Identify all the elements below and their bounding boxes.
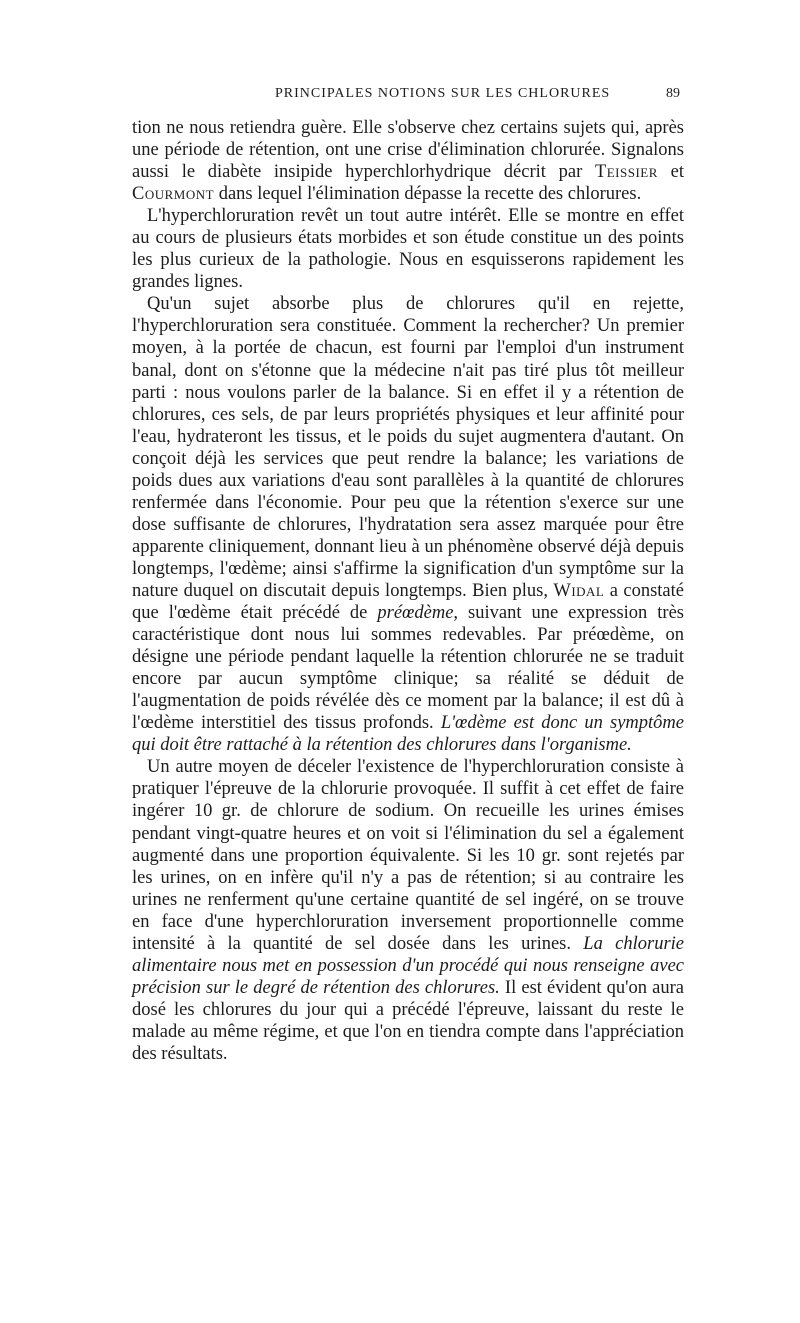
paragraph xyxy=(132,293,684,756)
text-run: tion ne nous retiendra guère. Elle s'observe chez certains sujets qui, après une période de rétention, ont une crise d'élimination chlorurée. Signalons aussi le diabète insipide hyperchlorhydrique décrit par xyxy=(132,118,684,183)
text-run: , suivant une expression très caractéristique dont nous lui sommes redevables. Par préœdème, on désigne une période pendant laquelle la rétention chlorurée ne se traduit encore par aucun symptôme clinique; sa réalité se déduit de l'augmentation de poids révélée dès ce moment par la balance; il est dû à l'œdème interstitiel des tissus profonds. xyxy=(132,603,684,734)
page-number: 89 xyxy=(666,86,680,101)
author-name: Courmont xyxy=(132,184,215,205)
author-name: Teissier xyxy=(594,162,658,183)
italic-text: La chlorurie alimentaire nous met en possession d'un procédé qui nous renseigne avec précision sur le degré de rétention des chlorures. xyxy=(132,933,684,998)
paragraph xyxy=(132,756,684,1065)
text-run: et xyxy=(657,162,684,183)
text-run: dans lequel l'élimination dépasse la recette des chlorures. xyxy=(214,184,642,205)
body-text xyxy=(132,117,684,1065)
text-run: a constaté que l'œdème était précédé de xyxy=(132,580,684,624)
italic-text: L'œdème est donc un symptôme qui doit être rattaché à la rétention des chlorures dans l'organisme. xyxy=(132,713,684,756)
italic-text: préœdème xyxy=(377,603,454,624)
running-title: PRINCIPALES NOTIONS SUR LES CHLORURES xyxy=(275,86,611,101)
paragraph xyxy=(132,205,684,293)
text-run: L'hyperchloruration revêt un tout autre intérêt. Elle se montre en effet au cours de plusieurs états morbides et son étude constitue un des points les plus curieux de la pathologie. Nous en esquisserons rapidement les grandes lignes. xyxy=(132,206,684,293)
author-name: Widal xyxy=(553,580,605,601)
text-run: Il est évident qu'on aura dosé les chlorures du jour qui a précédé l'épreuve, laissant du reste le malade au même régime, et que l'on en tiendra compte dans l'appréciation des résultats. xyxy=(132,977,684,1064)
text-run: Un autre moyen de déceler l'existence de l'hyperchloruration consiste à pratiquer l'épreuve de la chlorurie provoquée. Il suffit à cet effet de faire ingérer 10 gr. de chlorure de sodium. On recueille les urines émises pendant vingt-quatre heures et on voit si l'élimination du sel a également augmenté dans une proportion équivalente. Si les 10 gr. sont rejetés par les urines, on en infère qu'il n'y a pas de rétention; si au contraire les urines ne renferment qu'une certaine quantité de sel ingéré, on se trouve en face d'une hyperchloruration inversement proportionnelle comme intensité à la quantité de sel dosée dans les urines. xyxy=(132,757,684,954)
paragraph xyxy=(132,117,684,205)
text-run: Qu'un sujet absorbe plus de chlorures qu'il en rejette, l'hyperchloruration sera constituée. Comment la rechercher? Un premier moyen, à la portée de chacun, est fourni par l'emploi d'un instrument banal, dont on s'étonne que la médecine n'ait pas tiré plus tôt meilleur parti : nous voulons parler de la balance. Si en effet il y a rétention de chlorures, ces sels, de par leurs propriétés physiques et leur affinité pour l'eau, hydrateront les tissus, et le poids du sujet augmentera d'autant. On conçoit déjà les services que peut rendre la balance; les variations de poids dues aux variations d'eau sont parallèles à la quantité de chlorures renfermée dans l'économie. Pour peu que la rétention s'exerce sur une dose suffisante de chlorures, l'hydratation sera assez marquée pour être apparente cliniquement, donnant lieu à un phénomène observé déjà depuis longtemps, l'œdème; ainsi s'affirme la signification d'un symptôme sur la nature duquel on discutait depuis longtemps. Bien plus, xyxy=(132,294,684,601)
